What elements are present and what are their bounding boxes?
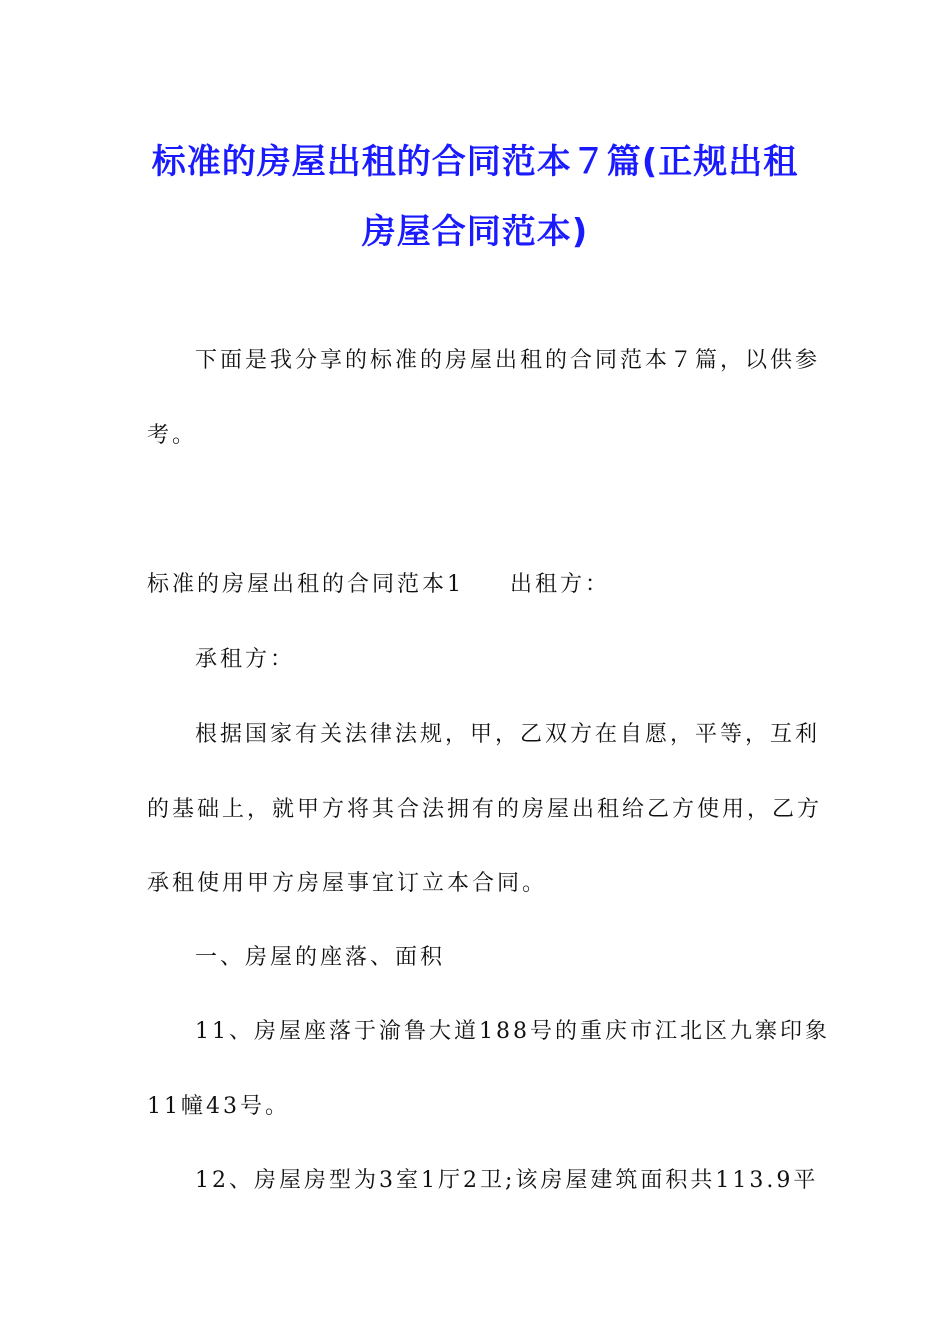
article-1-heading: 一、房屋的座落、面积 [195, 945, 446, 970]
paragraph-1-line-1: 根据国家有关法律法规，甲，乙双方在自愿，平等，互利 [195, 722, 821, 747]
clause-11-line-1: 11、房屋座落于渝鲁大道188号的重庆市江北区九寨印象 [195, 1019, 830, 1044]
section-heading-row [147, 570, 807, 600]
paragraph-1-line-2: 的基础上，就甲方将其合法拥有的房屋出租给乙方使用，乙方 [147, 797, 823, 822]
lessee-label: 承租方： [195, 647, 296, 672]
paragraph-1-line-3: 承租使用甲方房屋事宜订立本合同。 [147, 871, 548, 896]
intro-line-2: 考。 [147, 423, 198, 448]
document-title-line-1: 标准的房屋出租的合同范本７篇(正规出租 [151, 142, 799, 182]
document-title-line-2: 房屋合同范本) [361, 212, 589, 252]
lessor-label: 出租方： [510, 572, 611, 597]
clause-12-line-1: 12、房屋房型为3室1厅2卫;该房屋建筑面积共113.9平 [195, 1168, 819, 1193]
clause-11-line-2: 11幢43号。 [147, 1094, 290, 1119]
intro-line-1: 下面是我分享的标准的房屋出租的合同范本７篇，以供参 [195, 348, 821, 373]
section-heading: 标准的房屋出租的合同范本1 [147, 572, 464, 597]
